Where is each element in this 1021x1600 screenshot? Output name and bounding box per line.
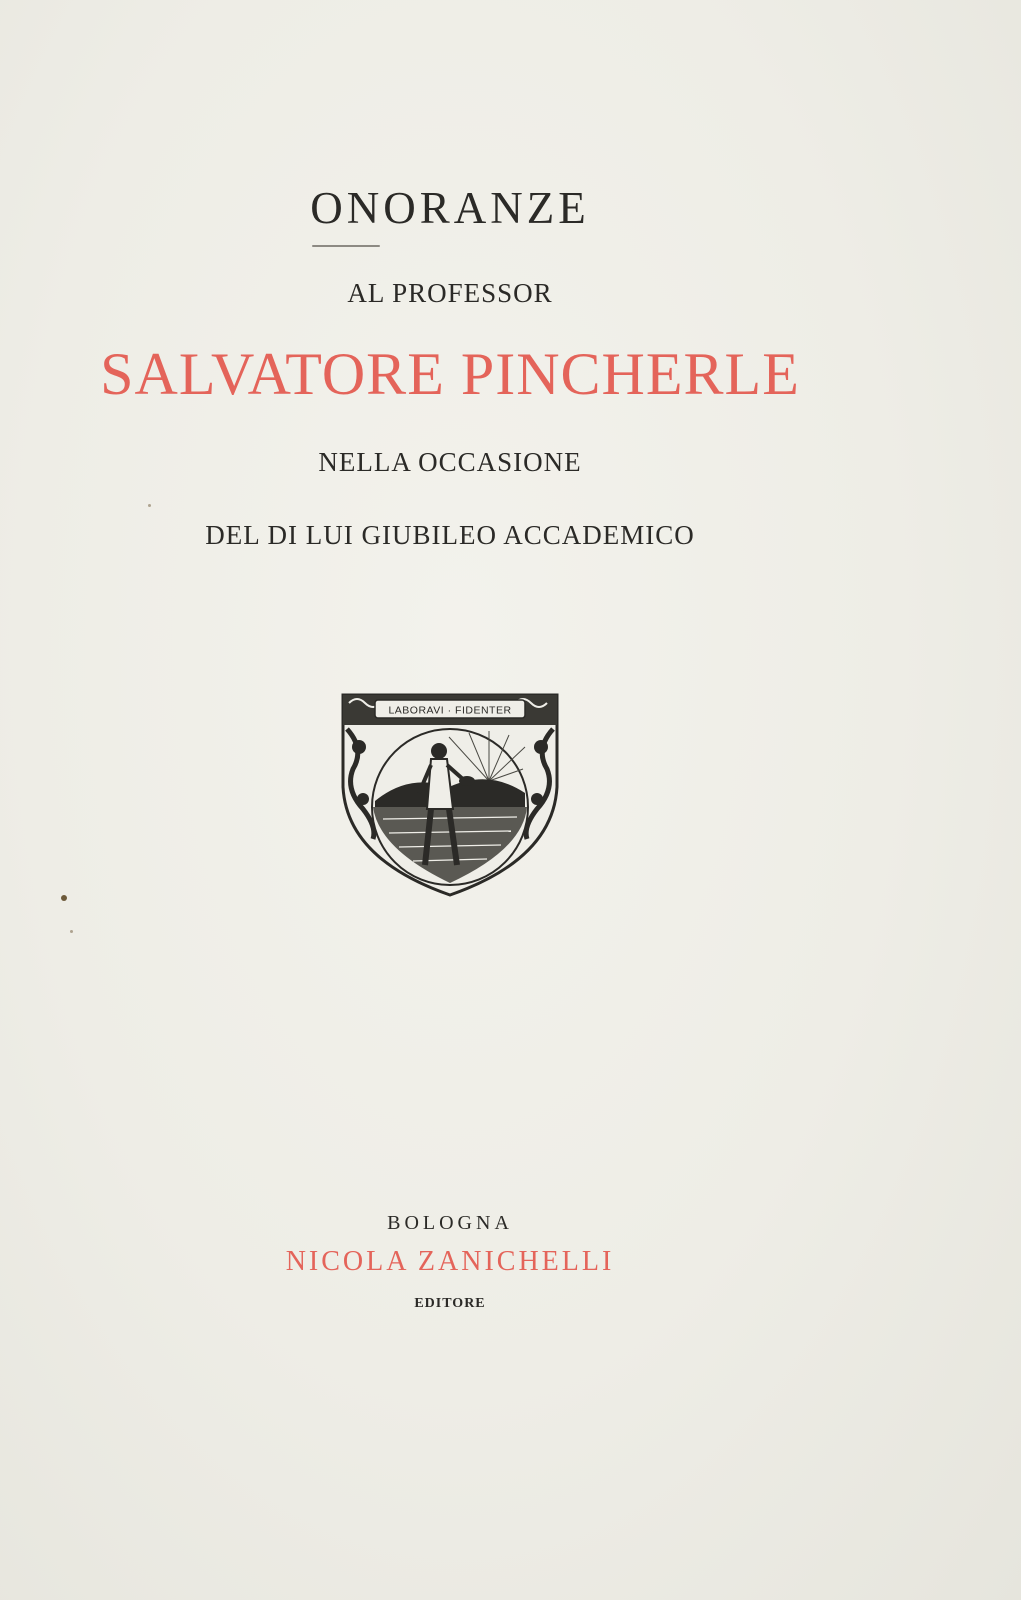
imprint-publisher: NICOLA ZANICHELLI	[285, 1246, 615, 1277]
sower-emblem-icon	[339, 689, 561, 901]
emblem-motto: LABORAVI · FIDENTER	[388, 704, 512, 717]
heading-onoranze: ONORANZE	[310, 183, 590, 233]
honoree-name: SALVATORE PINCHERLE	[100, 341, 800, 407]
paper-speck	[70, 930, 73, 933]
imprint-city: BOLOGNA	[387, 1212, 513, 1234]
paper-speck	[61, 895, 67, 901]
jubilee-line: DEL DI LUI GIUBILEO ACCADEMICO	[205, 520, 695, 550]
imprint-editore: EDITORE	[414, 1296, 486, 1311]
paper-speck	[148, 504, 151, 507]
heading-underline	[312, 245, 380, 247]
subheading-al-professor: AL PROFESSOR	[347, 278, 553, 308]
occasion-line: NELLA OCCASIONE	[318, 447, 582, 477]
